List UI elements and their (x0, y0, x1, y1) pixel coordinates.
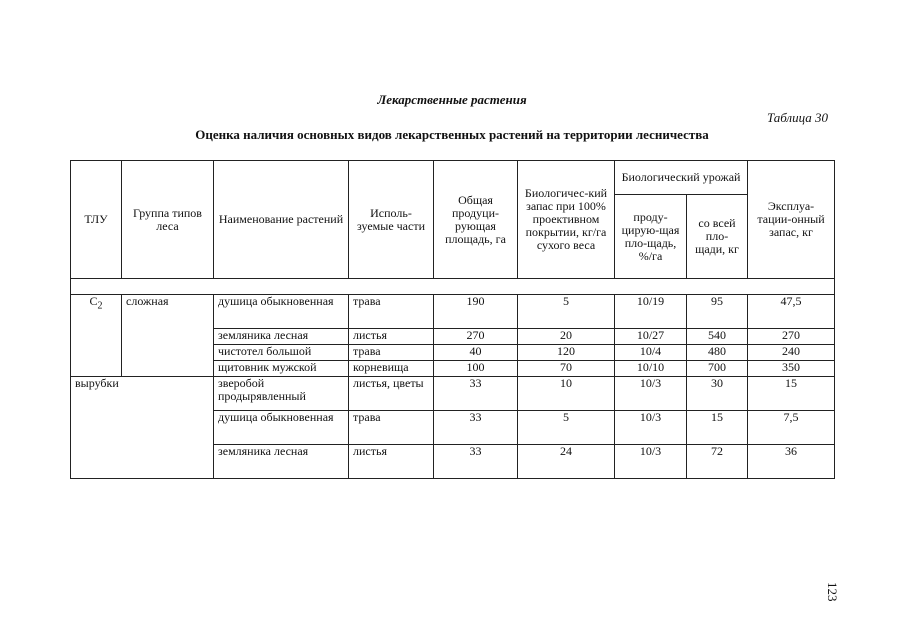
header-exploitation-stock: Эксплуа-тации-онный запас, кг (748, 161, 835, 279)
expl-value: 350 (748, 361, 835, 377)
area-value: 100 (434, 361, 518, 377)
header-forest-group: Группа типов леса (122, 161, 214, 279)
whole-area-value: 95 (687, 295, 748, 329)
header-tlu: ТЛУ (71, 161, 122, 279)
prod-area-value: 10/3 (615, 445, 687, 479)
bio-stock-value: 24 (518, 445, 615, 479)
used-parts: трава (349, 295, 434, 329)
bio-stock-value: 120 (518, 345, 615, 361)
used-parts: трава (349, 411, 434, 445)
whole-area-value: 72 (687, 445, 748, 479)
expl-value: 270 (748, 329, 835, 345)
expl-value: 240 (748, 345, 835, 361)
whole-area-value: 540 (687, 329, 748, 345)
used-parts: листья (349, 329, 434, 345)
plant-name: душица обыкновенная (214, 411, 349, 445)
prod-area-value: 10/4 (615, 345, 687, 361)
header-biological-yield: Биологический урожай (615, 161, 748, 195)
expl-value: 36 (748, 445, 835, 479)
header-productive-area: Общая продуци-рующая площадь, га (434, 161, 518, 279)
table-row (71, 295, 835, 329)
bio-stock-value: 10 (518, 377, 615, 411)
medicinal-plants-table (70, 160, 835, 479)
header-whole-area: со всей пло-щади, кг (687, 195, 748, 279)
section-title: Лекарственные растения (377, 92, 527, 107)
plant-name: щитовник мужской (214, 361, 349, 377)
expl-value: 15 (748, 377, 835, 411)
expl-value: 47,5 (748, 295, 835, 329)
area-value: 33 (434, 377, 518, 411)
area-value: 33 (434, 445, 518, 479)
plant-name: зверобой продырявленный (214, 377, 349, 411)
spacer-row (71, 279, 835, 295)
bio-stock-value: 70 (518, 361, 615, 377)
used-parts: корневища (349, 361, 434, 377)
whole-area-value: 15 (687, 411, 748, 445)
area-value: 190 (434, 295, 518, 329)
used-parts: листья (349, 445, 434, 479)
prod-area-value: 10/3 (615, 411, 687, 445)
used-parts: листья, цветы (349, 377, 434, 411)
area-value: 270 (434, 329, 518, 345)
bio-stock-value: 20 (518, 329, 615, 345)
tlu-letter: C (89, 294, 98, 308)
table-row (71, 377, 835, 411)
tlu-subscript: 2 (97, 300, 103, 312)
page-number: 123 (825, 582, 840, 602)
table-caption: Оценка наличия основных видов лекарственных растений на территории лесничества (195, 127, 709, 142)
whole-area-value: 700 (687, 361, 748, 377)
area-value: 33 (434, 411, 518, 445)
bio-stock-value: 5 (518, 295, 615, 329)
header-biological-stock: Биологичес-кий запас при 100% проективном покрытии, кг/га сухого веса (518, 161, 615, 279)
whole-area-value: 30 (687, 377, 748, 411)
bio-stock-value: 5 (518, 411, 615, 445)
expl-value: 7,5 (748, 411, 835, 445)
prod-area-value: 10/10 (615, 361, 687, 377)
forest-group-cell: вырубки (71, 377, 214, 479)
header-plant-name: Наименование растений (214, 161, 349, 279)
prod-area-value: 10/27 (615, 329, 687, 345)
area-value: 40 (434, 345, 518, 361)
header-used-parts: Исполь-зуемые части (349, 161, 434, 279)
plant-name: чистотел большой (214, 345, 349, 361)
prod-area-value: 10/3 (615, 377, 687, 411)
plant-name: земляника лесная (214, 445, 349, 479)
prod-area-value: 10/19 (615, 295, 687, 329)
table-number: Таблица 30 (766, 110, 828, 125)
tlu-cell (71, 295, 122, 377)
whole-area-value: 480 (687, 345, 748, 361)
plant-name: земляника лесная (214, 329, 349, 345)
header-productive-area-pct: проду-цирую-щая пло-щадь, %/га (615, 195, 687, 279)
plant-name: душица обыкновенная (214, 295, 349, 329)
forest-group-cell: сложная (122, 295, 214, 377)
used-parts: трава (349, 345, 434, 361)
